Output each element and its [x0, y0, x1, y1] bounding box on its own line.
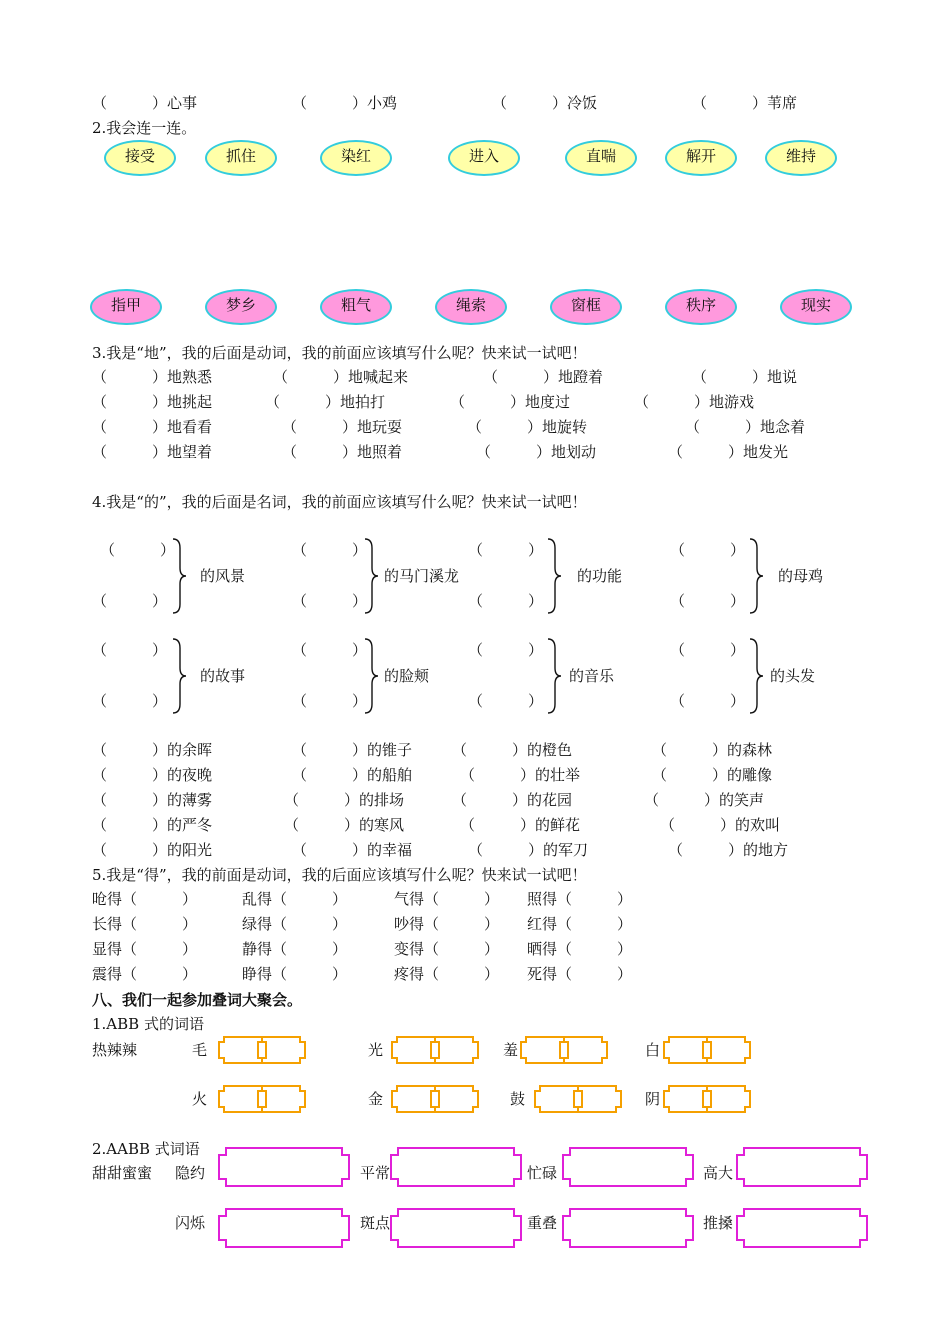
brace-word: 的母鸡: [778, 567, 824, 585]
di-item: （ ）地蹬着: [483, 368, 604, 386]
de-item: （ ）的花园: [452, 791, 573, 809]
di-item: （ ）地望着: [92, 443, 213, 461]
de-item: （ ）的壮举: [460, 766, 581, 784]
section4-title: 4.我是“的”，我的后面是名词，我的前面应该填写什么呢？快来试一试吧！: [92, 493, 587, 511]
aabb-answer-box[interactable]: [218, 1147, 350, 1187]
di-item: （ ）地熟悉: [92, 368, 213, 386]
brace-icon: [364, 538, 380, 614]
di-item: （ ）地旋转: [467, 418, 588, 436]
brace-icon: [364, 638, 380, 714]
abb-answer-box[interactable]: [520, 1036, 608, 1064]
aabb-answer-box[interactable]: [736, 1147, 868, 1187]
aabb-word: 闪烁: [175, 1214, 206, 1232]
paren: （ ）: [670, 641, 746, 659]
de2-item: 静得（ ）: [242, 940, 348, 958]
abb-answer-box[interactable]: [218, 1085, 306, 1113]
aabb-answer-box[interactable]: [562, 1147, 694, 1187]
aabb-word: 推搡: [703, 1214, 734, 1232]
abb-char: 光: [368, 1041, 384, 1059]
brace-word: 的音乐: [569, 667, 615, 685]
abb-answer-box[interactable]: [391, 1085, 479, 1113]
top-item-1: （ ）心事: [92, 94, 198, 112]
top-item-4: （ ）苇席: [692, 94, 798, 112]
de-item: （ ）的鲜花: [460, 816, 581, 834]
de2-item: 睁得（ ）: [242, 965, 348, 983]
di-item: （ ）地玩耍: [282, 418, 403, 436]
di-item: （ ）地念着: [685, 418, 806, 436]
de-item: （ ）的夜晚: [92, 766, 213, 784]
di-item: （ ）地发光: [668, 443, 789, 461]
abb-answer-box[interactable]: [663, 1085, 751, 1113]
de2-item: 长得（ ）: [92, 915, 198, 933]
de-item: （ ）的锥子: [292, 741, 413, 759]
de2-item: 晒得（ ）: [527, 940, 633, 958]
paren: （ ）: [670, 692, 746, 710]
brace-word: 的功能: [577, 567, 623, 585]
paren: （ ）: [292, 541, 368, 559]
de2-item: 照得（ ）: [527, 890, 633, 908]
de-item: （ ）的幸福: [292, 841, 413, 859]
de2-item: 气得（ ）: [394, 890, 500, 908]
de2-item: 红得（ ）: [527, 915, 633, 933]
de2-item: 震得（ ）: [92, 965, 198, 983]
di-item: （ ）地挑起: [92, 393, 213, 411]
de2-item: 吵得（ ）: [394, 915, 500, 933]
aabb-word: 高大: [703, 1164, 734, 1182]
brace-icon: [547, 538, 563, 614]
match-top-3[interactable]: 染红: [320, 140, 392, 176]
paren: （ ）: [670, 592, 746, 610]
abb-char: 阴: [645, 1090, 661, 1108]
aabb-title: 2.AABB 式词语: [92, 1140, 200, 1158]
de2-item: 绿得（ ）: [242, 915, 348, 933]
brace-icon: [172, 638, 188, 714]
match-top-4[interactable]: 进入: [448, 140, 520, 176]
abb-char: 白: [645, 1041, 661, 1059]
abb-char: 毛: [192, 1041, 208, 1059]
de-item: （ ）的橙色: [452, 741, 573, 759]
di-item: （ ）地度过: [450, 393, 571, 411]
abb-example: 热辣辣: [92, 1041, 138, 1059]
paren: （ ）: [468, 541, 544, 559]
de-item: （ ）的森林: [652, 741, 773, 759]
match-top-5[interactable]: 直喘: [565, 140, 637, 176]
di-item: （ ）地照着: [282, 443, 403, 461]
di-item: （ ）地喊起来: [273, 368, 409, 386]
de-item: （ ）的余晖: [92, 741, 213, 759]
paren: （ ）: [92, 641, 168, 659]
brace-icon: [749, 638, 765, 714]
de-item: （ ）的笑声: [644, 791, 765, 809]
brace-word: 的脸颊: [384, 667, 430, 685]
paren: （ ）: [670, 541, 746, 559]
de2-item: 变得（ ）: [394, 940, 500, 958]
match-bottom-3[interactable]: 粗气: [320, 289, 392, 325]
brace-word: 的头发: [770, 667, 816, 685]
aabb-answer-box[interactable]: [218, 1208, 350, 1248]
di-item: （ ）地划动: [476, 443, 597, 461]
aabb-answer-box[interactable]: [736, 1208, 868, 1248]
paren: （ ）: [92, 592, 168, 610]
abb-answer-box[interactable]: [391, 1036, 479, 1064]
brace-icon: [172, 538, 188, 614]
brace-icon: [749, 538, 765, 614]
de-item: （ ）的地方: [668, 841, 789, 859]
top-item-2: （ ）小鸡: [292, 94, 398, 112]
aabb-answer-box[interactable]: [390, 1147, 522, 1187]
aabb-word: 忙碌: [527, 1164, 558, 1182]
match-top-2[interactable]: 抓住: [205, 140, 277, 176]
section8-heading: 八、我们一起参加叠词大聚会。: [92, 991, 303, 1009]
section5-title: 5.我是“得”，我的前面是动词，我的后面应该填写什么呢？快来试一试吧！: [92, 866, 587, 884]
de2-item: 乱得（ ）: [242, 890, 348, 908]
de2-item: 死得（ ）: [527, 965, 633, 983]
brace-word: 的风景: [200, 567, 246, 585]
de-item: （ ）的欢叫: [660, 816, 781, 834]
paren: （ ）: [468, 641, 544, 659]
de-item: （ ）的薄雾: [92, 791, 213, 809]
match-bottom-1[interactable]: 指甲: [90, 289, 162, 325]
paren: （ ）: [100, 541, 176, 559]
match-top-6[interactable]: 解开: [665, 140, 737, 176]
de-item: （ ）的排场: [284, 791, 405, 809]
de2-item: 显得（ ）: [92, 940, 198, 958]
paren: （ ）: [292, 692, 368, 710]
brace-icon: [547, 638, 563, 714]
de-item: （ ）的严冬: [92, 816, 213, 834]
aabb-answer-box[interactable]: [562, 1208, 694, 1248]
aabb-example: 甜甜蜜蜜: [92, 1164, 153, 1182]
paren: （ ）: [468, 692, 544, 710]
match-top-1[interactable]: 接受: [104, 140, 176, 176]
match-bottom-7[interactable]: 现实: [780, 289, 852, 325]
abb-answer-box[interactable]: [534, 1085, 622, 1113]
di-item: （ ）地拍打: [265, 393, 386, 411]
abb-char: 鼓: [510, 1090, 526, 1108]
abb-title: 1.ABB 式的词语: [92, 1015, 204, 1033]
aabb-word: 重叠: [527, 1214, 558, 1232]
aabb-word: 隐约: [175, 1164, 206, 1182]
aabb-word: 平常: [360, 1164, 391, 1182]
aabb-answer-box[interactable]: [390, 1208, 522, 1248]
abb-answer-box[interactable]: [663, 1036, 751, 1064]
top-item-3: （ ）冷饭: [492, 94, 598, 112]
match-bottom-2[interactable]: 梦乡: [205, 289, 277, 325]
match-bottom-5[interactable]: 窗框: [550, 289, 622, 325]
di-item: （ ）地看看: [92, 418, 213, 436]
match-top-7[interactable]: 维持: [765, 140, 837, 176]
de-item: （ ）的阳光: [92, 841, 213, 859]
de-item: （ ）的军刀: [468, 841, 589, 859]
de2-item: 呛得（ ）: [92, 890, 198, 908]
brace-word: 的故事: [200, 667, 246, 685]
de-item: （ ）的寒风: [284, 816, 405, 834]
abb-char: 金: [368, 1090, 384, 1108]
abb-char: 羞: [503, 1041, 519, 1059]
di-item: （ ）地游戏: [634, 393, 755, 411]
paren: （ ）: [468, 592, 544, 610]
section3-title: 3.我是“地”，我的后面是动词，我的前面应该填写什么呢？快来试一试吧！: [92, 344, 587, 362]
match-bottom-4[interactable]: 绳索: [435, 289, 507, 325]
brace-word: 的马门溪龙: [384, 567, 460, 585]
abb-answer-box[interactable]: [218, 1036, 306, 1064]
paren: （ ）: [292, 641, 368, 659]
paren: （ ）: [92, 692, 168, 710]
de2-item: 疼得（ ）: [394, 965, 500, 983]
paren: （ ）: [292, 592, 368, 610]
abb-char: 火: [192, 1090, 208, 1108]
aabb-word: 斑点: [360, 1214, 391, 1232]
di-item: （ ）地说: [692, 368, 798, 386]
match-bottom-6[interactable]: 秩序: [665, 289, 737, 325]
section2-title: 2.我会连一连。: [92, 119, 197, 137]
de-item: （ ）的船舶: [292, 766, 413, 784]
de-item: （ ）的雕像: [652, 766, 773, 784]
